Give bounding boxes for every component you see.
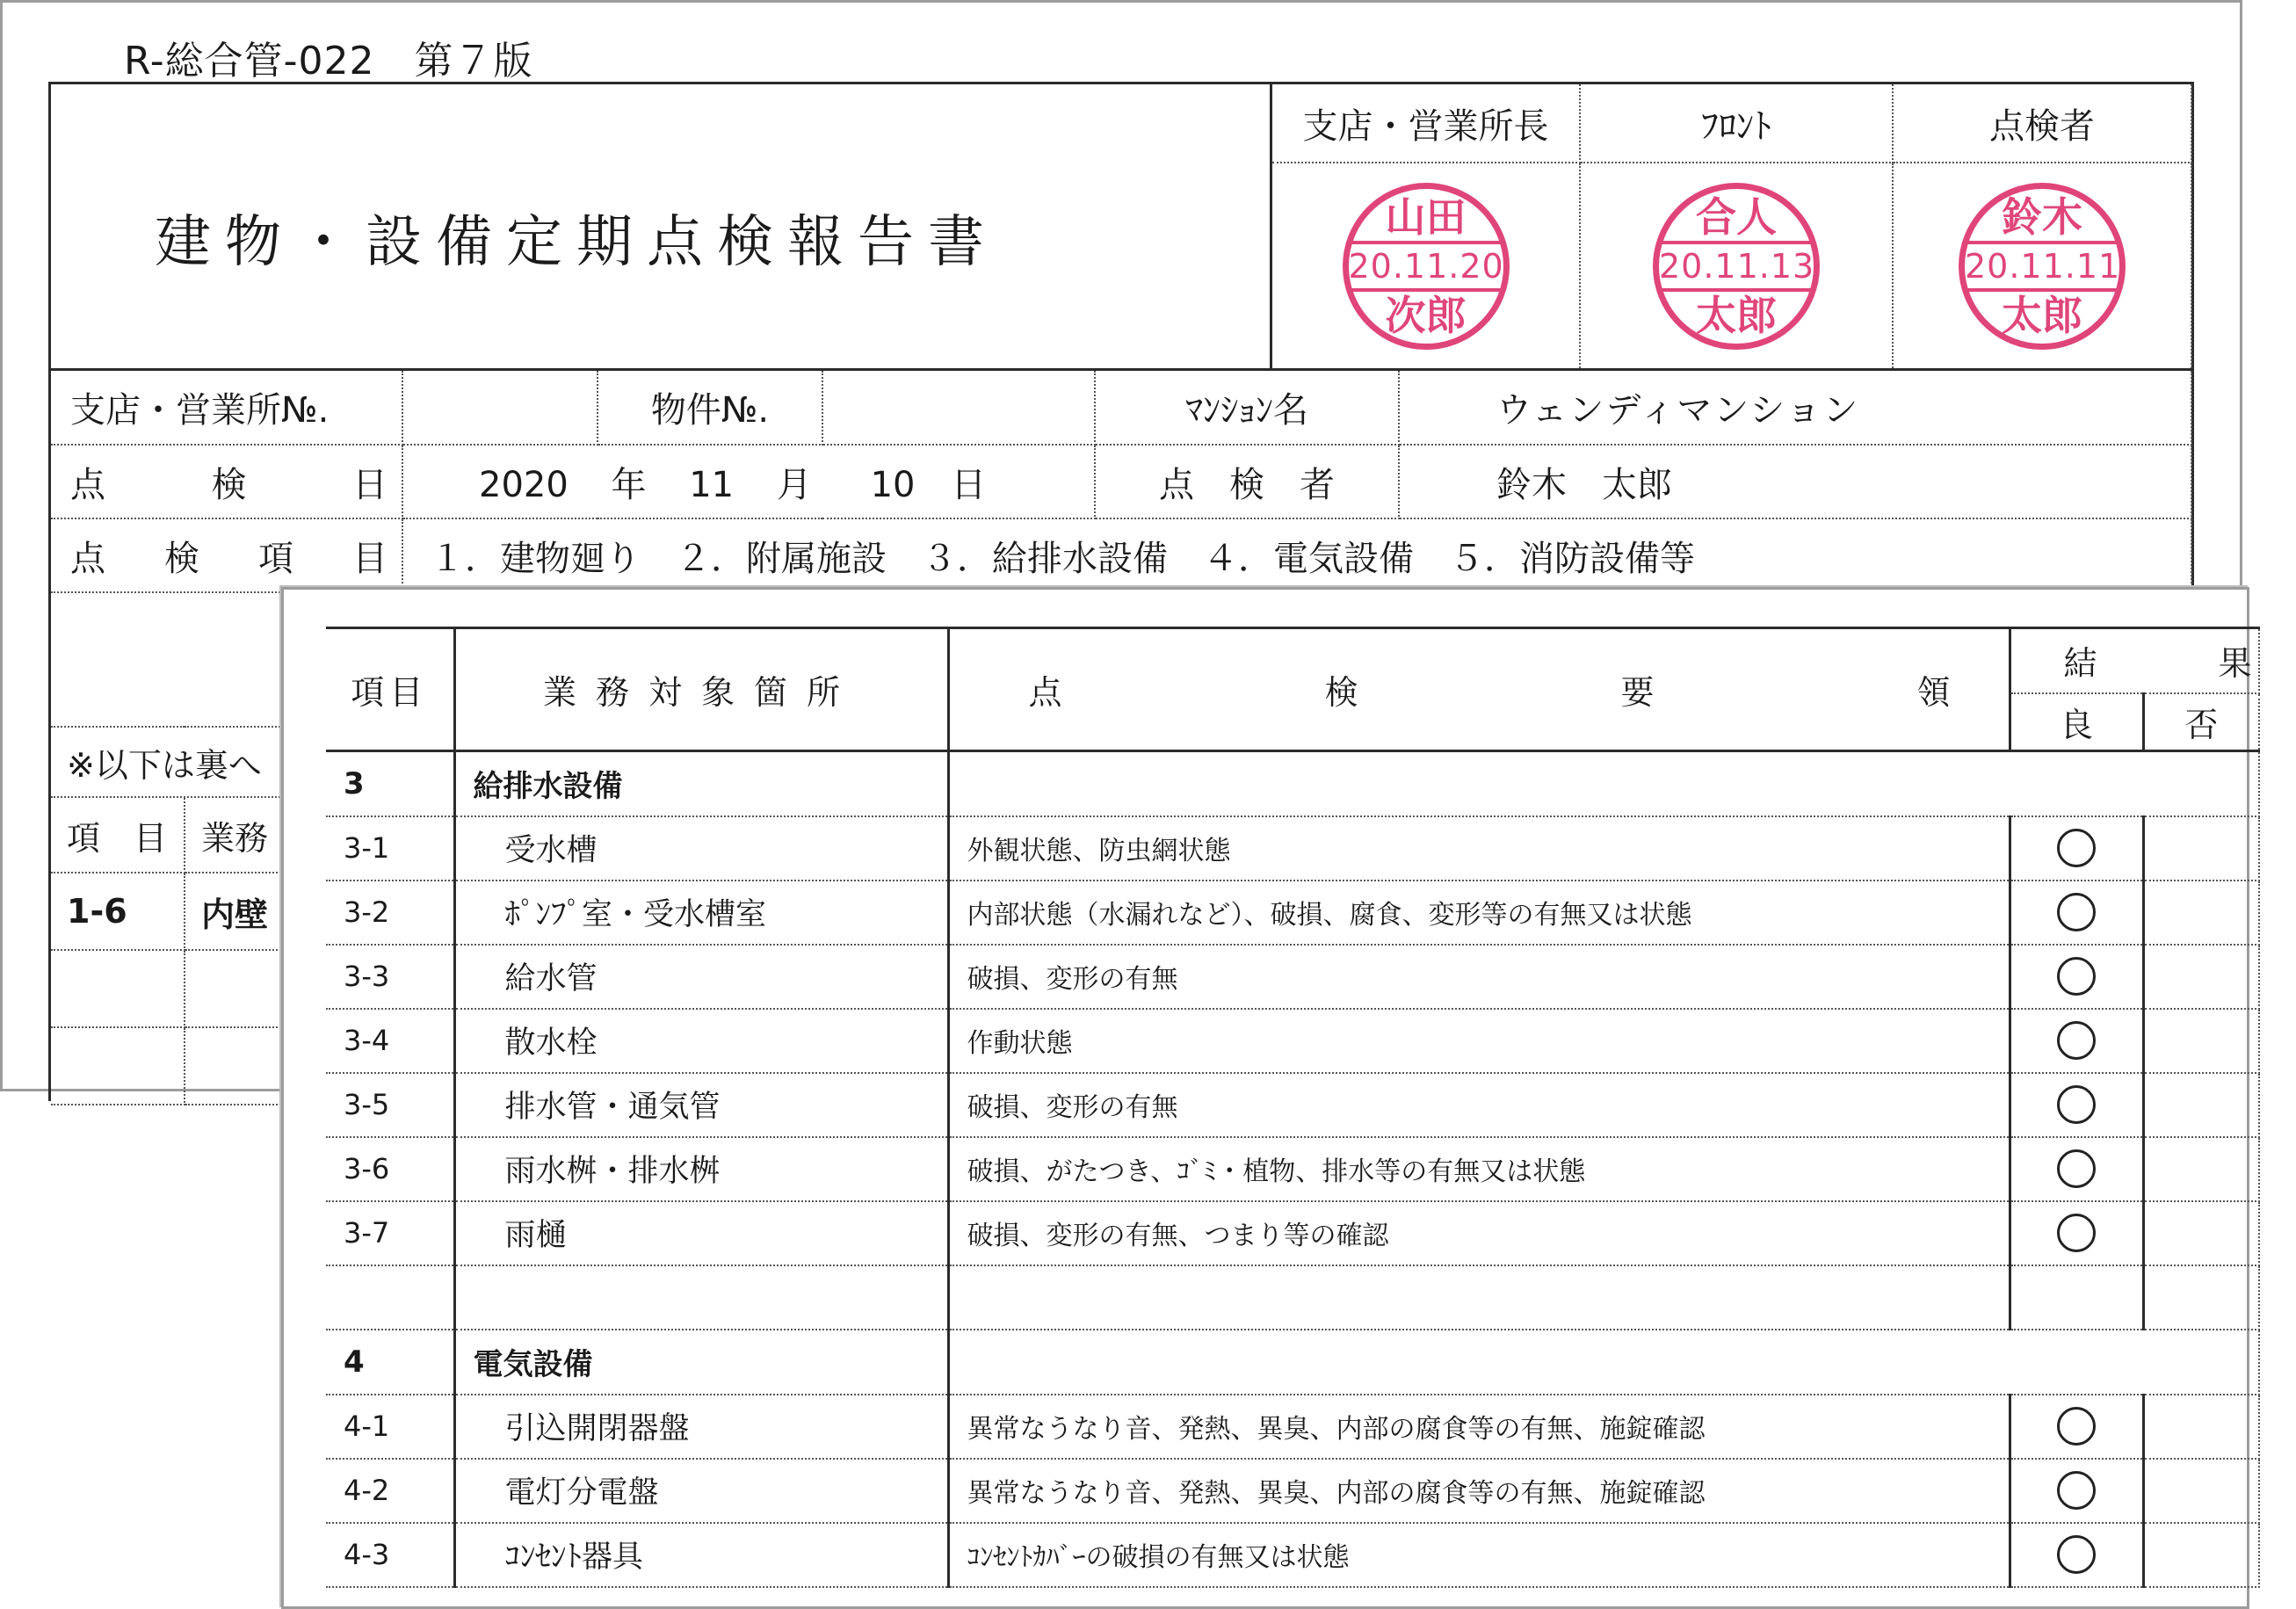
report-title: 建物・設備定期点検報告書 [155,210,998,275]
row-procedure: 破損、変形の有無、つまり等の確認 [948,1201,2010,1265]
good-circle-mark [2057,829,2096,867]
approval-role-front: ﾌﾛﾝﾄ [1580,84,1893,163]
section-blank [948,1330,2259,1395]
row-procedure: 破損、がたつき、ｺﾞﾐ・植物、排水等の有無又は状態 [948,1137,2010,1201]
row-target: ｺﾝｾﾝﾄ器具 [454,1523,948,1587]
row-target: 雨水桝・排水桝 [454,1137,948,1201]
stamp-cell-front [1580,163,1893,369]
result-good-cell [2010,1009,2143,1073]
row-procedure: 異常なうなり音、発熱、異臭、内部の腐食等の有無、施錠確認 [948,1459,2010,1523]
back-row-code: 1-6 [51,873,185,950]
row-target: 雨樋 [454,1201,948,1265]
hanko-stamp-manager [1343,183,1510,350]
document-code: R-総合管-022 第７版 [124,39,533,83]
section-code: 4 [326,1330,454,1395]
date-day: 10 [870,464,916,505]
row-target: 受水槽 [454,816,948,881]
result-bad-cell [2143,1073,2259,1137]
row-code: 3-5 [326,1073,454,1137]
row-code: 4-1 [326,1395,454,1459]
result-good-cell [2010,1459,2143,1523]
row-code: 3-7 [326,1201,454,1265]
row-code: 4-2 [326,1459,454,1523]
good-circle-mark [2057,957,2096,996]
good-circle-mark [2057,1214,2096,1252]
stamp-surname: 山田 [1385,192,1467,241]
label-char: 日 [352,464,387,505]
branch-no-label: 支店・営業所№. [51,371,402,445]
blank-cell [326,1265,454,1330]
date-month: 11 [689,464,735,505]
property-no-value [822,371,1095,445]
row-procedure: ｺﾝｾﾝﾄｶﾊﾞｰの破損の有無又は状態 [948,1523,2010,1587]
property-no-label: 物件№. [598,371,822,445]
hanko-stamp-front [1653,183,1820,350]
good-circle-mark [2057,1149,2096,1188]
stamp-given-name: 次郎 [1385,291,1467,339]
stamp-surname: 合人 [1696,192,1777,241]
back-note: ※以下は裏へ [51,727,2191,797]
stamp-cell-manager [1272,163,1580,369]
result-good-cell [2010,1137,2143,1201]
section-name: 電気設備 [454,1330,948,1395]
label-char: 項 [258,538,293,579]
blank-cell [2143,1265,2259,1330]
result-good-cell [2010,881,2143,945]
label-char: 検 [164,538,199,579]
row-procedure: 破損、変形の有無 [948,945,2010,1009]
row-procedure: 異常なうなり音、発熱、異臭、内部の腐食等の有無、施錠確認 [948,1395,2010,1459]
stamp-cell-inspector [1893,163,2191,369]
row-target: 散水栓 [454,1009,948,1073]
stamp-given-name: 太郎 [1696,291,1777,339]
back-row-target: 内壁 [185,873,2191,950]
row-target: 排水管・通気管 [454,1073,948,1137]
blank-cell [454,1265,948,1330]
blank-cell [51,950,185,1027]
inspection-items-label [51,518,402,592]
stamp-date: 20.11.11 [1965,241,2119,292]
stamp-date: 20.11.20 [1349,241,1503,292]
col-header-item: 項目 [326,628,454,751]
inspection-checklist [326,627,2296,1588]
section-plumbing [326,751,2259,1330]
date-year: 2020 [479,464,569,505]
label-char: 要 [1620,673,1660,712]
label-char: 点 [70,538,105,579]
col-header-result: 結 果 [2010,628,2259,693]
result-bad-cell [2143,1137,2259,1201]
label-char: 点 [1028,673,1068,712]
col-header-bad: 否 [2143,693,2259,751]
section-code: 3 [326,751,454,816]
result-bad-cell [2143,1459,2259,1523]
blank-cell [2010,1265,2143,1330]
row-code: 3-4 [326,1009,454,1073]
good-circle-mark [2057,1535,2096,1574]
label-char: 目 [352,538,387,579]
row-procedure: 破損、変形の有無 [948,1073,2010,1137]
row-code: 3-2 [326,881,454,945]
row-procedure: 外観状態、防虫網状態 [948,816,2010,881]
row-target: 電灯分電盤 [454,1459,948,1523]
row-procedure: 作動状態 [948,1009,2010,1073]
mansion-name-label: ﾏﾝｼｮﾝ名 [1095,371,1399,445]
result-bad-cell [2143,881,2259,945]
col-header-good: 良 [2010,693,2143,751]
good-circle-mark [2057,1407,2096,1446]
row-procedure: 内部状態（水漏れなど）、破損、腐食、変形等の有無又は状態 [948,881,2010,945]
hanko-stamp-inspector [1959,183,2126,350]
approval-role-manager: 支店・営業所長 [1272,84,1580,163]
col-header-procedure [948,628,2010,751]
good-circle-mark [2057,1021,2096,1060]
result-bad-cell [2143,1201,2259,1265]
row-code: 3-1 [326,816,454,881]
report-sheet-front [281,587,2296,1609]
label-char: 点 [70,464,105,505]
date-year-unit: 年 [611,464,647,505]
date-day-unit: 日 [951,464,987,505]
row-code: 3-3 [326,945,454,1009]
stamp-date: 20.11.13 [1659,241,1814,292]
section-blank [948,751,2259,816]
label-char: 領 [1916,673,1956,712]
good-circle-mark [2057,893,2096,931]
approval-stamps [1272,84,2192,371]
result-bad-cell [2143,1395,2259,1459]
blank-cell [51,1027,185,1105]
good-circle-mark [2057,1085,2096,1124]
inspection-date-value [402,445,1095,518]
result-good-cell [2010,1073,2143,1137]
result-bad-cell [2143,1009,2259,1073]
result-good-cell [2010,1395,2143,1459]
approval-role-inspector: 点検者 [1893,84,2191,163]
row-target: ﾎﾟﾝﾌﾟ室・受水槽室 [454,881,948,945]
section-name: 給排水設備 [454,751,948,816]
blank-cell [948,1265,2010,1330]
result-good-cell [2010,945,2143,1009]
title-box [51,84,1272,371]
section-electrical [326,1330,2259,1587]
result-good-cell [2010,816,2143,881]
label-char: 検 [211,464,247,505]
row-code: 4-3 [326,1523,454,1587]
row-code: 3-6 [326,1137,454,1201]
branch-no-value [402,371,598,445]
back-col-target: 業務 [185,797,2191,873]
inspection-items-value: １．建物廻り ２．附属施設 ３．給排水設備 ４．電気設備 ５．消防設備等 [402,518,2191,592]
result-bad-cell [2143,816,2259,881]
stamp-surname: 鈴木 [2002,192,2082,241]
col-header-target: 業務対象箇所 [454,628,948,751]
stamp-given-name: 太郎 [2002,291,2082,339]
inspection-date-label [51,445,402,518]
label-char: 検 [1324,673,1364,712]
back-col-item: 項 目 [51,797,185,873]
good-circle-mark [2057,1471,2096,1510]
result-bad-cell [2143,1523,2259,1587]
result-good-cell [2010,1523,2143,1587]
inspector-value: 鈴木 太郎 [1399,445,2191,518]
row-target: 給水管 [454,945,948,1009]
mansion-name-value: ウェンディマンション [1399,371,2191,445]
date-month-unit: 月 [776,464,812,505]
inspector-label: 点 検 者 [1095,445,1399,518]
result-good-cell [2010,1201,2143,1265]
result-bad-cell [2143,945,2259,1009]
row-target: 引込開閉器盤 [454,1395,948,1459]
